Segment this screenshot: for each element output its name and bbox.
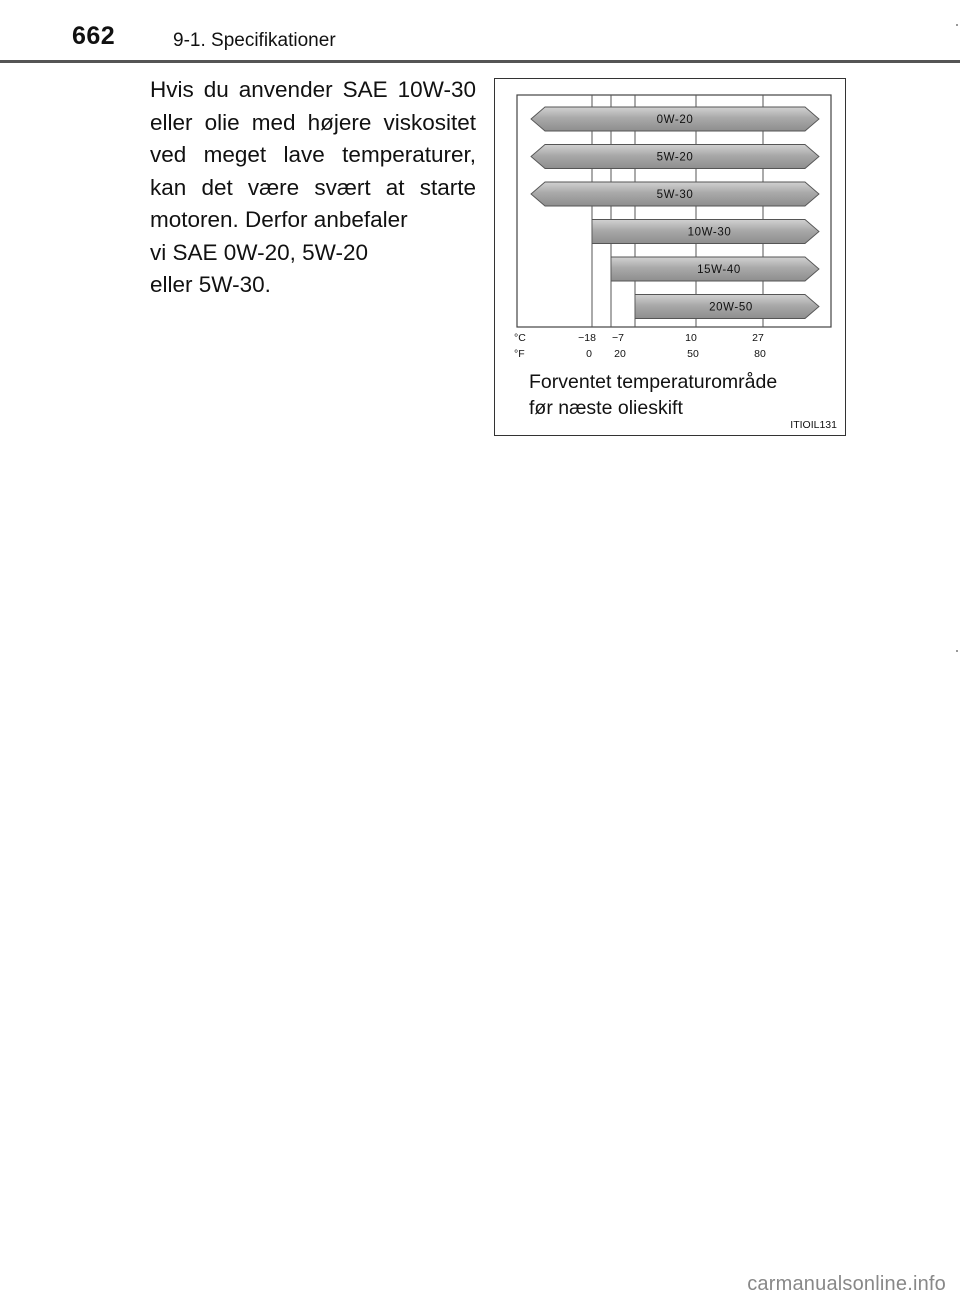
viscosity-band-label: 5W-20	[656, 151, 694, 164]
tick-label-fahrenheit: 0	[586, 348, 592, 360]
tick-label-fahrenheit: 80	[754, 348, 766, 360]
body-line: vi SAE 0W-20, 5W-20	[150, 239, 369, 265]
viscosity-chart	[495, 79, 845, 364]
unit-celsius-label: °C	[514, 332, 526, 344]
caption-line: Forventet temperaturområde	[529, 371, 778, 393]
body-line: kan det være svært at starte	[150, 174, 476, 200]
tick-label-fahrenheit: 20	[614, 348, 626, 360]
page-number: 662	[72, 22, 116, 50]
tick-label-fahrenheit: 50	[687, 348, 699, 360]
caption-line: før næste olieskift	[529, 397, 683, 419]
body-line: ved meget lave temperaturer,	[150, 142, 476, 167]
viscosity-band-label: 20W-50	[709, 301, 753, 314]
body-line: Hvis du anvender SAE 10W-30	[150, 77, 476, 102]
figure-caption	[529, 369, 829, 421]
body-line: eller 5W-30.	[150, 272, 271, 297]
watermark: carmanualsonline.info	[747, 1273, 946, 1295]
tick-label-celsius: −7	[612, 332, 624, 344]
section-title: 9-1. Specifikationer	[173, 30, 336, 51]
header-rule	[0, 60, 960, 63]
body-line: eller olie med højere viskositet	[150, 109, 476, 135]
viscosity-band-label: 15W-40	[697, 264, 741, 276]
oil-viscosity-figure	[494, 78, 846, 436]
figure-id: ITIOIL131	[790, 419, 837, 431]
edge-mark	[956, 24, 958, 26]
unit-fahrenheit-label: °F	[514, 348, 525, 360]
tick-label-celsius: −18	[578, 332, 596, 344]
viscosity-band-label: 10W-30	[687, 226, 732, 239]
edge-mark	[956, 650, 958, 652]
tick-label-celsius: 27	[752, 332, 764, 344]
body-line: motoren. Derfor anbefaler	[150, 207, 408, 232]
tick-label-celsius: 10	[685, 332, 697, 344]
body-paragraph	[150, 74, 476, 302]
viscosity-band-label: 5W-30	[656, 189, 694, 201]
viscosity-band-label: 0W-20	[656, 114, 694, 126]
